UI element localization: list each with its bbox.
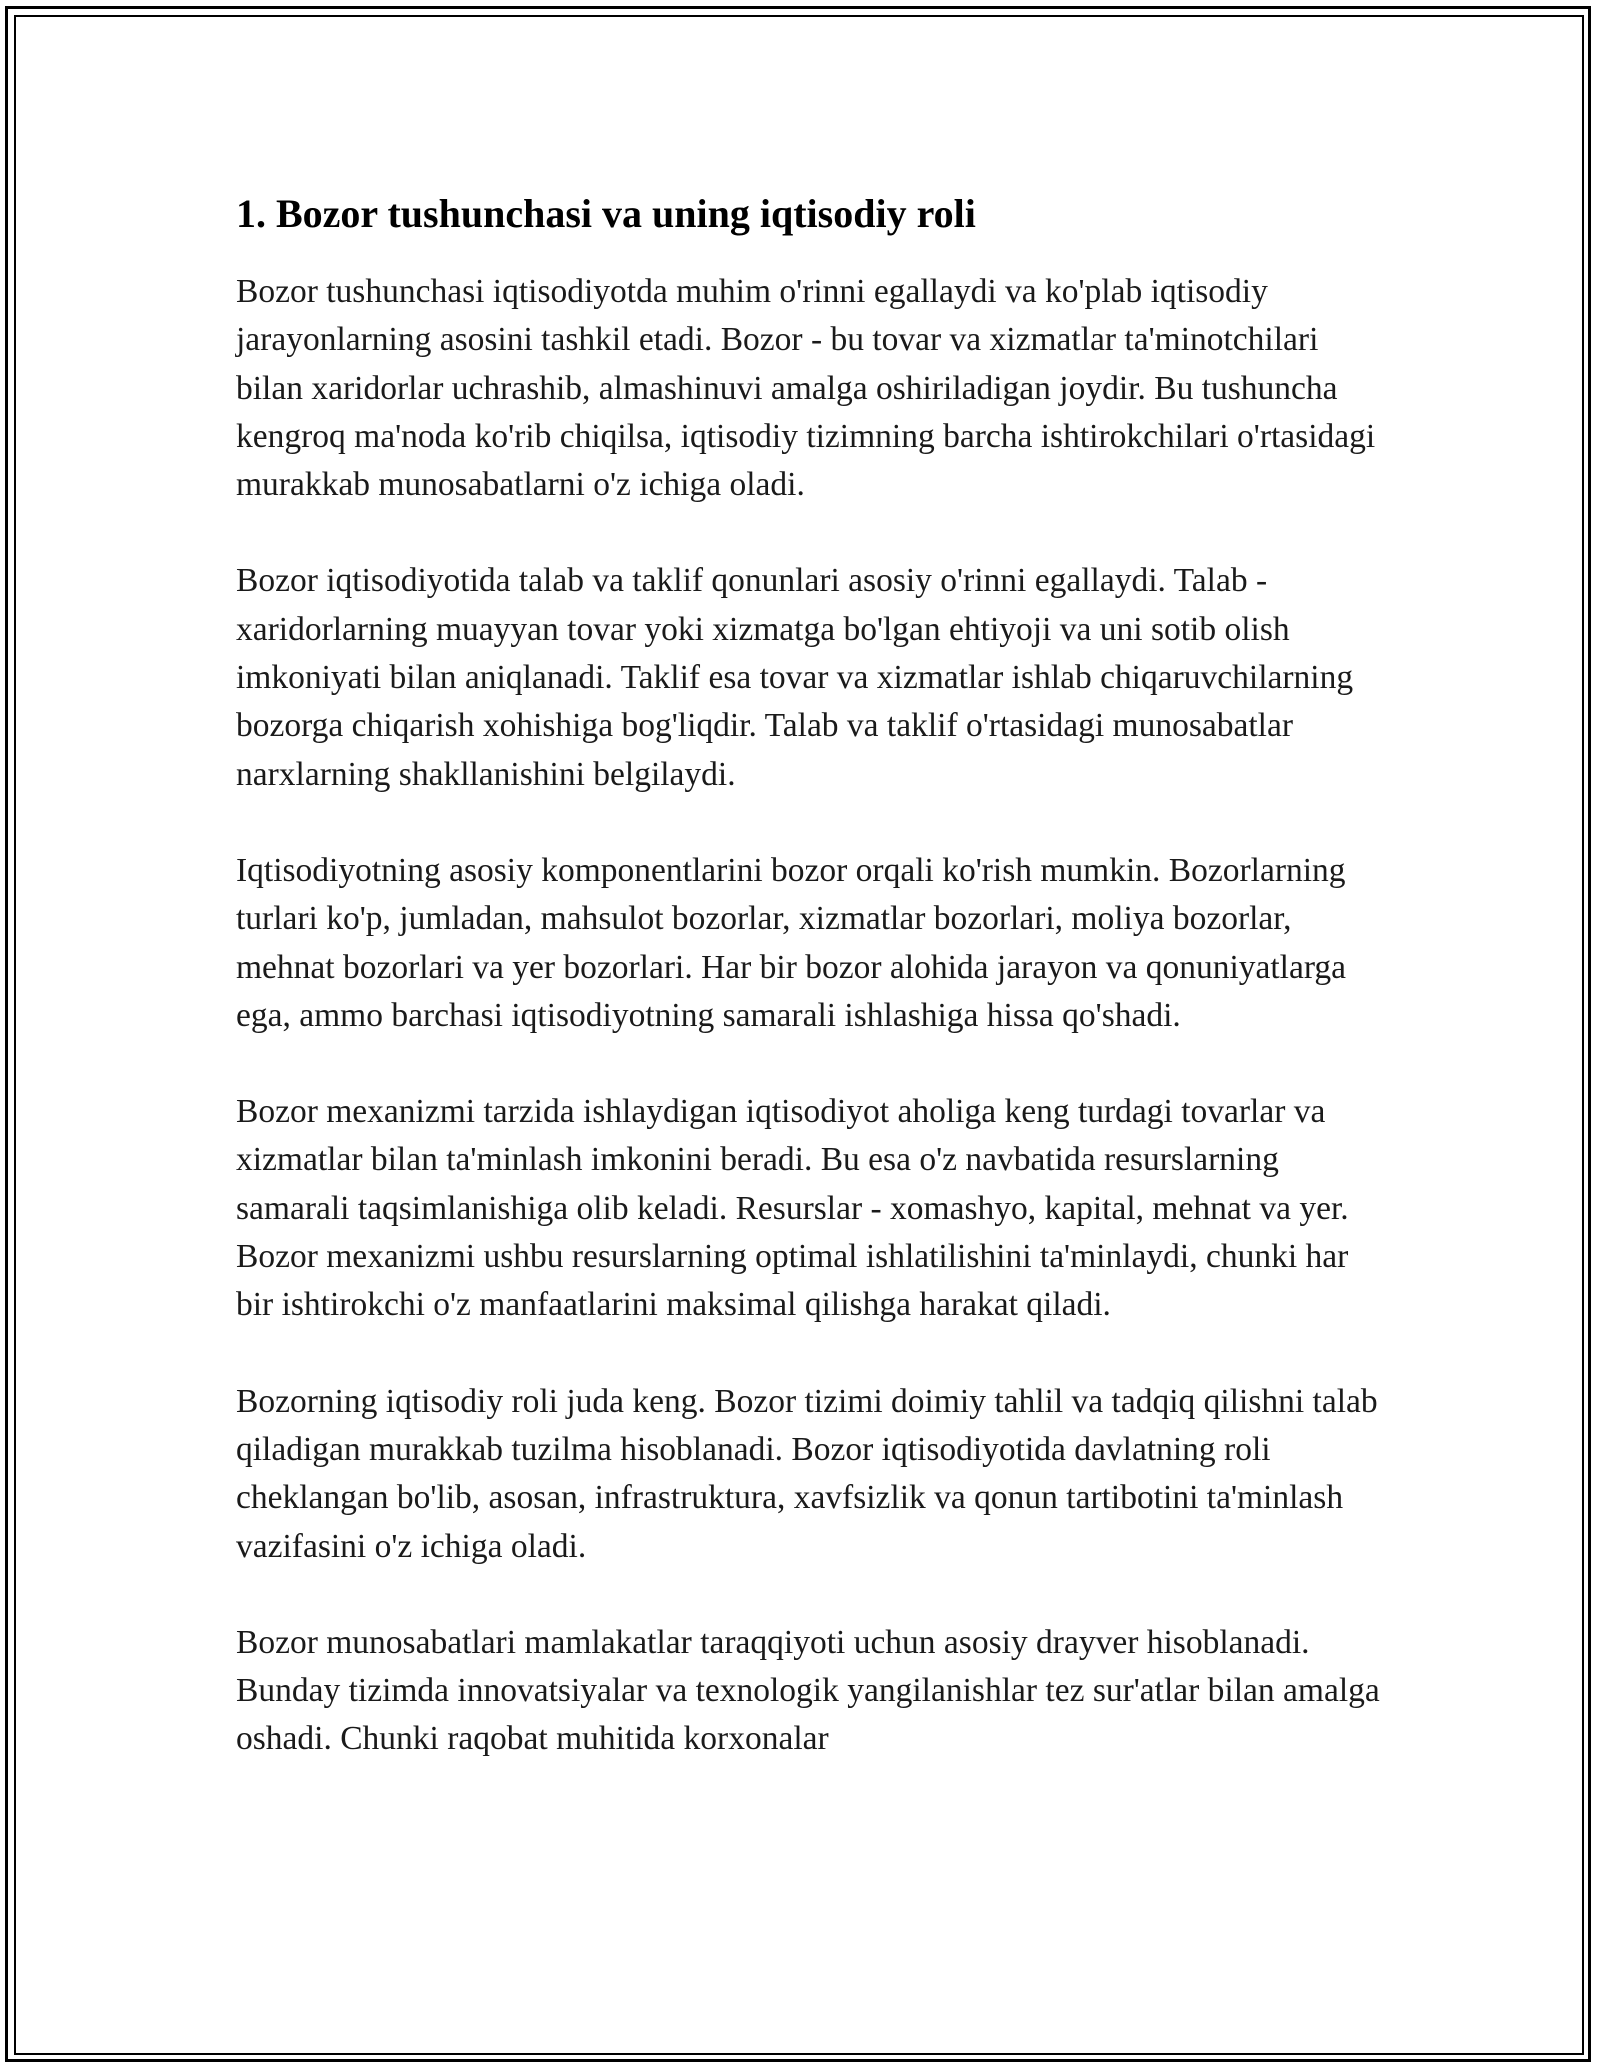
document-body <box>236 186 1386 1812</box>
paragraph-3: Iqtisodiyotning asosiy komponentlarini bozor orqali ko'rish mumkin. Bozorlarning turlari ko'p, jumladan, mahsulot bozorlar, xizmatlar bozorlari, moliya bozorlar, mehnat bozorlari va yer bozorlari. Har bir bozor alohida jarayon va qonuniyatlarga ega, ammo barchasi iqtisodiyotning samarali ishlashiga hissa qo'shadi. <box>236 851 1347 1034</box>
section-heading: 1. Bozor tushunchasi va uning iqtisodiy roli <box>236 191 976 236</box>
paragraph-4: Bozor mexanizmi tarzida ishlaydigan iqtisodiyot aholiga keng turdagi tovarlar va xizmatlar bilan ta'minlash imkonini beradi. Bu esa o'z navbatida resurslarning samarali taqsimlanishiga olib keladi. Resurslar - xomashyo, kapital, mehnat va yer. Bozor mexanizmi ushbu resurslarning optimal ishlatilishini ta'minlaydi, chunki har bir ishtirokchi o'z manfaatlarini maksimal qilishga harakat qiladi. <box>236 1093 1349 1324</box>
paragraph-6: Bozor munosabatlari mamlakatlar taraqqiyoti uchun asosiy drayver hisoblanadi. Bunday tizimda innovatsiyalar va texnologik yangilanishlar tez sur'atlar bilan amalga oshadi. Chunki raqobat muhitida korxonalar <box>236 1623 1380 1758</box>
paragraph-5: Bozorning iqtisodiy roli juda keng. Bozor tizimi doimiy tahlil va tadqiq qilishni talab qiladigan murakkab tuzilma hisoblanadi. Bozor iqtisodiyotida davlatning roli cheklangan bo'lib, asosan, infrastruktura, xavfsizlik va qonun tartibotini ta'minlash vazifasini o'z ichiga oladi. <box>236 1382 1378 1565</box>
paragraph-2: Bozor iqtisodiyotida talab va taklif qonunlari asosiy o'rinni egallaydi. Talab - xaridorlarning muayyan tovar yoki xizmatga bo'lgan ehtiyoji va uni sotib olish imkoniyati bilan aniqlanadi. Taklif esa tovar va xizmatlar ishlab chiqaruvchilarning bozorga chiqarish xohishiga bog'liqdir. Talab va taklif o'rtasidagi munosabatlar narxlarning shakllanishini belgilaydi. <box>236 562 1354 793</box>
paragraph-1: Bozor tushunchasi iqtisodiyotda muhim o'rinni egallaydi va ko'plab iqtisodiy jarayonlarning asosini tashkil etadi. Bozor - bu tovar va xizmatlar ta'minotchilari bilan xaridorlar uchrashib, almashinuvi amalga oshiriladigan joydir. Bu tushuncha kengroq ma'noda ko'rib chiqilsa, iqtisodiy tizimning barcha ishtirokchilari o'rtasidagi murakkab munosabatlarni o'z ichiga oladi. <box>236 273 1376 504</box>
